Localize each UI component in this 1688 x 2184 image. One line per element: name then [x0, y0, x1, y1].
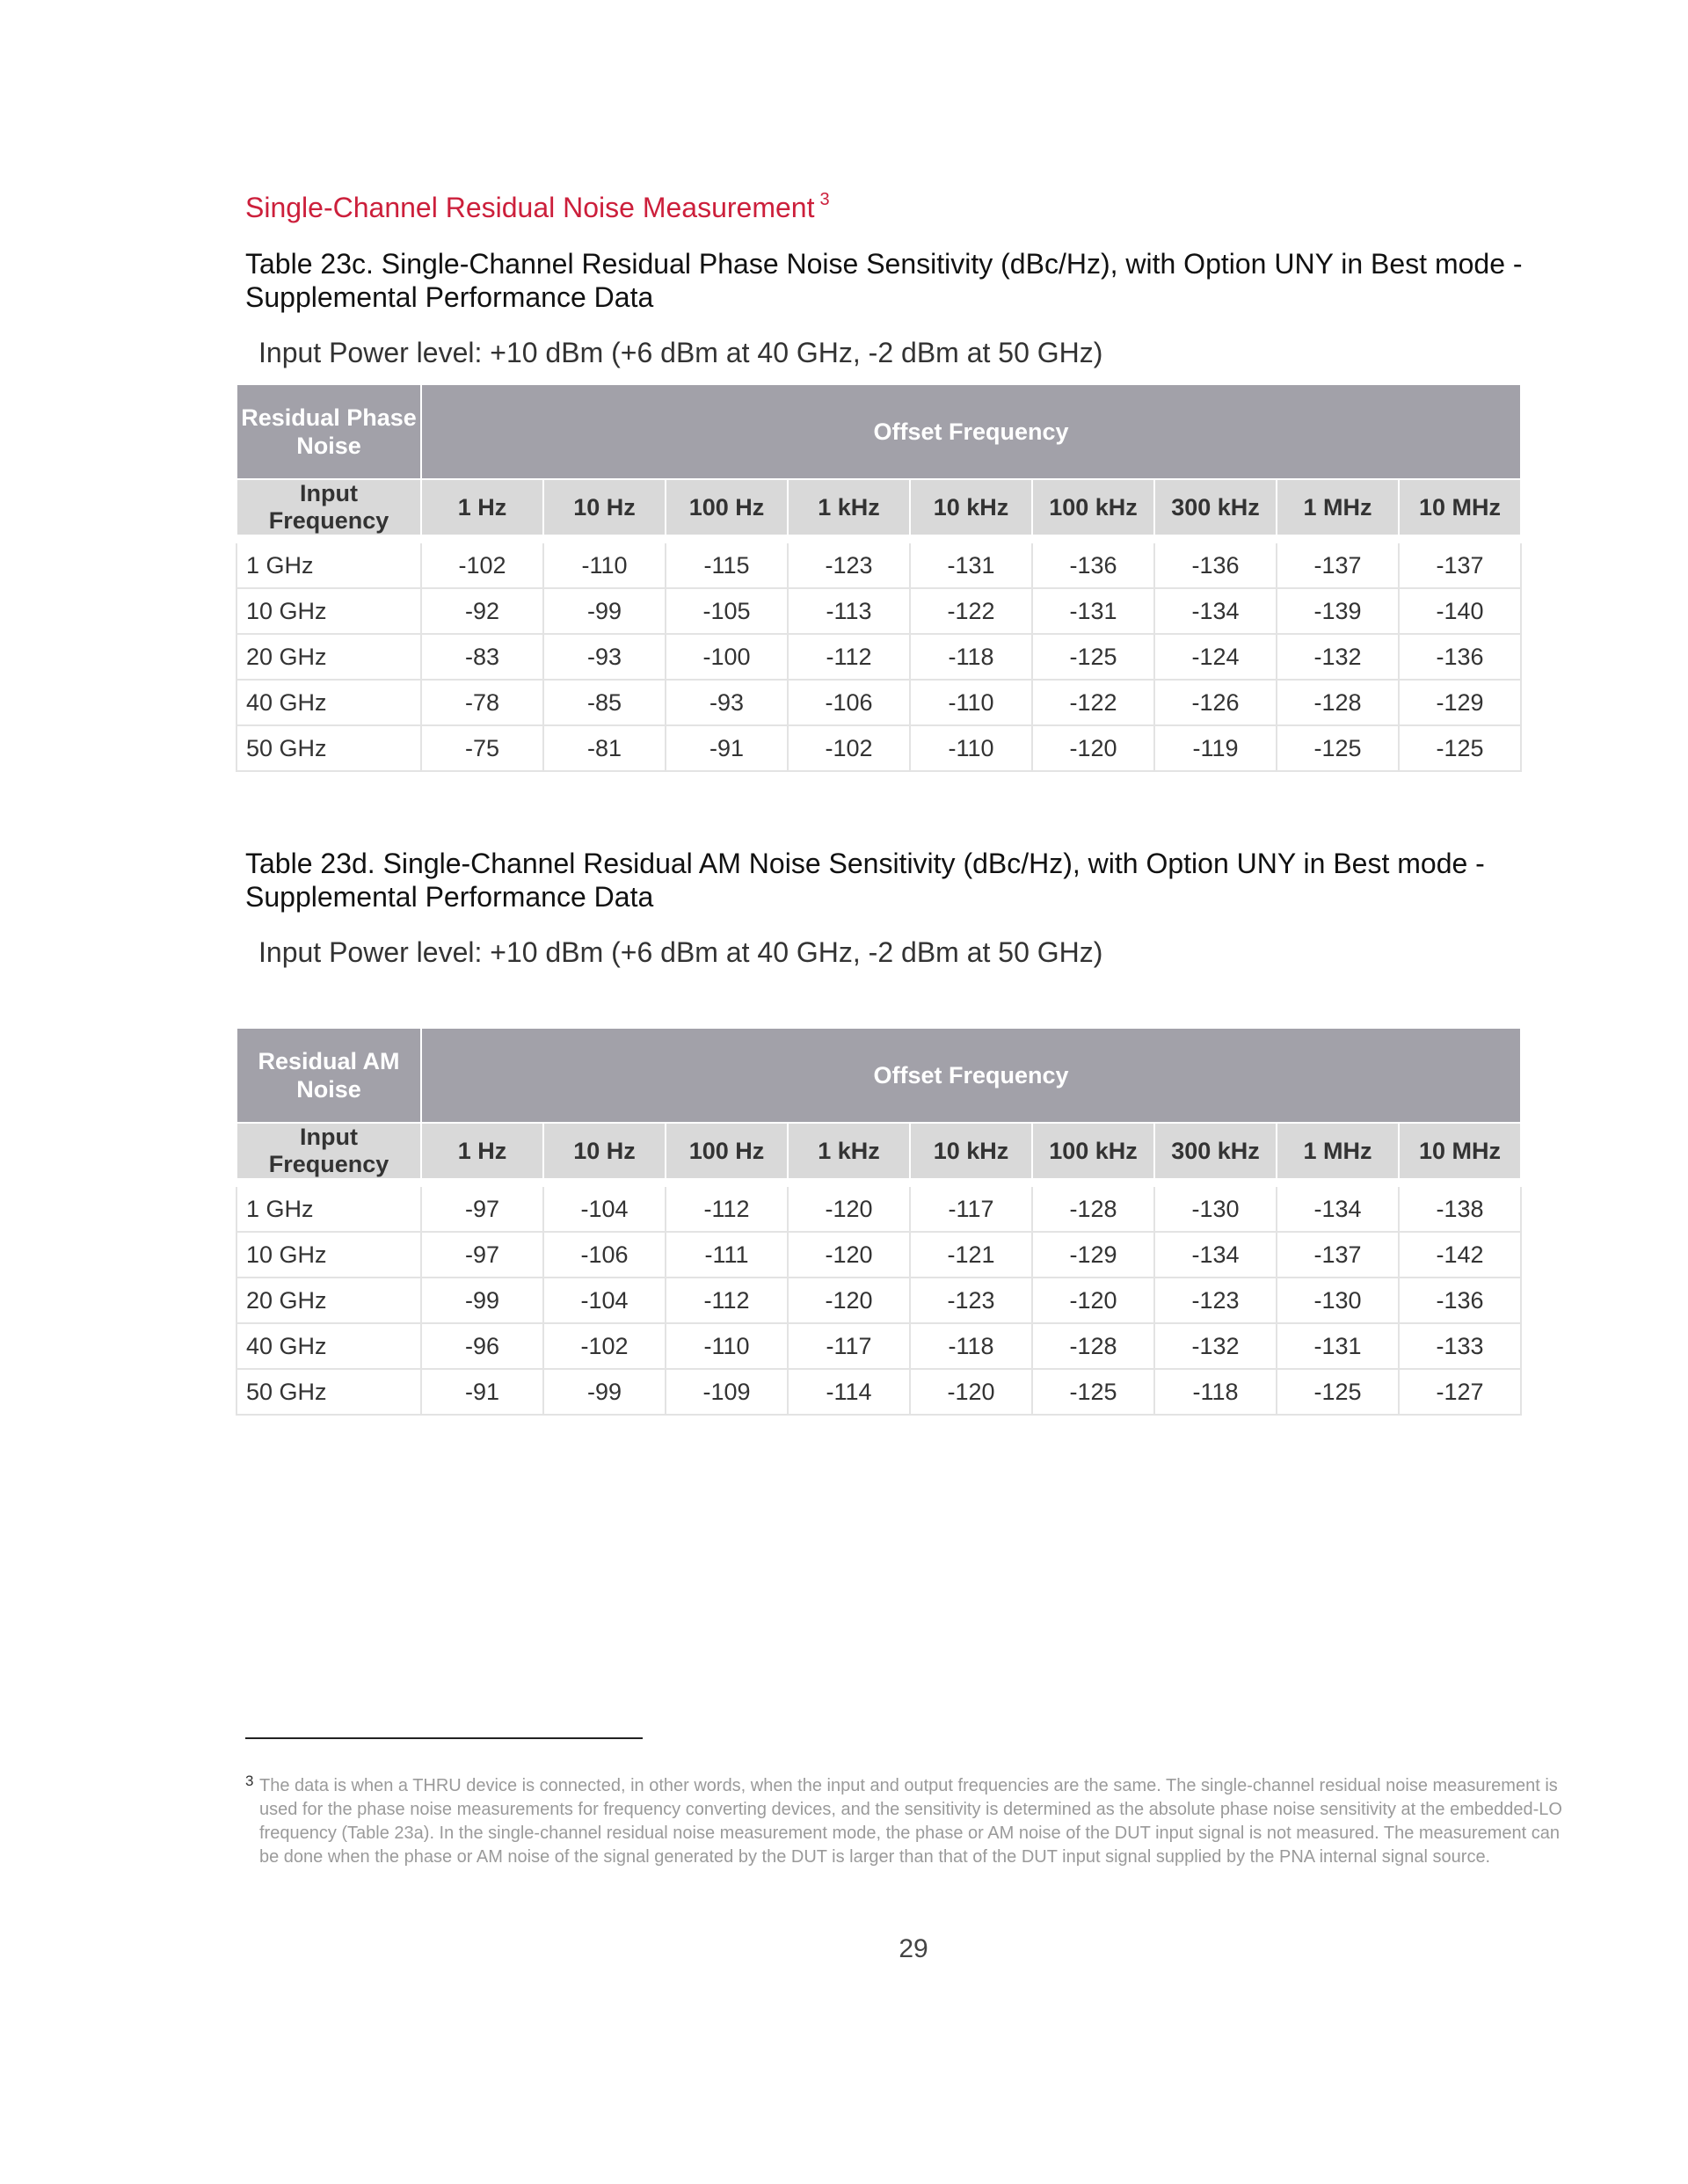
phase-noise-table: [236, 383, 1522, 772]
column-header: 1 Hz: [421, 479, 543, 539]
table-cell: -118: [910, 1323, 1032, 1369]
column-header: 1 kHz: [788, 479, 910, 539]
row-label: 40 GHz: [236, 1323, 421, 1369]
table-cell: -136: [1399, 634, 1521, 680]
footnote-separator: [245, 1737, 643, 1739]
column-header: 10 Hz: [543, 1123, 666, 1183]
table-cell: -104: [543, 1278, 666, 1323]
table-cell: -93: [543, 634, 666, 680]
table-cell: -106: [788, 680, 910, 725]
table-cell: -75: [421, 725, 543, 771]
table-cell: -109: [666, 1369, 788, 1415]
row-label: 10 GHz: [236, 588, 421, 634]
table-cell: -83: [421, 634, 543, 680]
table-23c-caption: Table 23c. Single-Channel Residual Phase Noise Sensitivity (dBc/Hz), with Option UNY in Best mode - Supplemental Performance Data: [245, 248, 1523, 313]
table-23c-input-power: Input Power level: +10 dBm (+6 dBm at 40 GHz, -2 dBm at 50 GHz): [258, 337, 1103, 368]
corner-header: Residual AM Noise: [236, 1028, 421, 1123]
table-cell: -123: [910, 1278, 1032, 1323]
offset-frequency-header: Offset Frequency: [421, 384, 1521, 479]
row-label: 1 GHz: [236, 1183, 421, 1232]
row-label: 1 GHz: [236, 539, 421, 588]
table-cell: -126: [1154, 680, 1277, 725]
table-cell: -132: [1277, 634, 1399, 680]
row-label: 40 GHz: [236, 680, 421, 725]
table-cell: -120: [910, 1369, 1032, 1415]
table-cell: -129: [1399, 680, 1521, 725]
table-cell: -85: [543, 680, 666, 725]
table-cell: -124: [1154, 634, 1277, 680]
table-cell: -121: [910, 1232, 1032, 1278]
table-cell: -125: [1399, 725, 1521, 771]
table-cell: -131: [1032, 588, 1154, 634]
table-row: [236, 1323, 1521, 1369]
table-cell: -130: [1154, 1183, 1277, 1232]
column-header: 10 MHz: [1399, 479, 1521, 539]
table-cell: -118: [910, 634, 1032, 680]
table-cell: -120: [1032, 725, 1154, 771]
table-cell: -92: [421, 588, 543, 634]
table-cell: -117: [910, 1183, 1032, 1232]
footnote-reference[interactable]: 3: [819, 190, 830, 209]
table-cell: -133: [1399, 1323, 1521, 1369]
table-cell: -114: [788, 1369, 910, 1415]
table-cell: -102: [543, 1323, 666, 1369]
row-label: 10 GHz: [236, 1232, 421, 1278]
table-cell: -132: [1154, 1323, 1277, 1369]
column-header: 10 kHz: [910, 1123, 1032, 1183]
table-cell: -125: [1032, 634, 1154, 680]
row-label: 20 GHz: [236, 1278, 421, 1323]
table-cell: -99: [421, 1278, 543, 1323]
table-cell: -137: [1277, 1232, 1399, 1278]
table-cell: -81: [543, 725, 666, 771]
table-cell: -137: [1399, 539, 1521, 588]
table-cell: -125: [1032, 1369, 1154, 1415]
table-cell: -97: [421, 1232, 543, 1278]
table-body: [236, 539, 1521, 771]
table-cell: -130: [1277, 1278, 1399, 1323]
input-frequency-header: Input Frequency: [236, 1123, 421, 1183]
table-cell: -128: [1032, 1323, 1154, 1369]
corner-header: Residual Phase Noise: [236, 384, 421, 479]
table-row: [236, 1278, 1521, 1323]
table-cell: -136: [1032, 539, 1154, 588]
table-row: [236, 588, 1521, 634]
input-frequency-header: Input Frequency: [236, 479, 421, 539]
table-cell: -96: [421, 1323, 543, 1369]
table-cell: -122: [1032, 680, 1154, 725]
table-cell: -131: [1277, 1323, 1399, 1369]
table-cell: -117: [788, 1323, 910, 1369]
column-header: 10 MHz: [1399, 1123, 1521, 1183]
row-label: 50 GHz: [236, 1369, 421, 1415]
table-body: [236, 1183, 1521, 1415]
column-header: 100 Hz: [666, 1123, 788, 1183]
table-cell: -118: [1154, 1369, 1277, 1415]
table-row: [236, 1369, 1521, 1415]
table-cell: -110: [543, 539, 666, 588]
table-cell: -112: [666, 1278, 788, 1323]
table-row: [236, 539, 1521, 588]
table-cell: -128: [1032, 1183, 1154, 1232]
row-label: 50 GHz: [236, 725, 421, 771]
column-header: 100 kHz: [1032, 479, 1154, 539]
table-cell: -110: [910, 680, 1032, 725]
table-cell: -93: [666, 680, 788, 725]
table-cell: -127: [1399, 1369, 1521, 1415]
column-header-row: [236, 1123, 1521, 1183]
table-cell: -99: [543, 1369, 666, 1415]
table-cell: -99: [543, 588, 666, 634]
table-cell: -123: [1154, 1278, 1277, 1323]
table-cell: -102: [788, 725, 910, 771]
table-23d-caption: Table 23d. Single-Channel Residual AM Noise Sensitivity (dBc/Hz), with Option UNY in Best mode - Supplemental Performance Data: [245, 848, 1485, 913]
table-cell: -78: [421, 680, 543, 725]
table-cell: -120: [788, 1232, 910, 1278]
table-cell: -110: [666, 1323, 788, 1369]
table-row: [236, 1183, 1521, 1232]
table-cell: -136: [1399, 1278, 1521, 1323]
table-row: [236, 725, 1521, 771]
table-cell: -125: [1277, 1369, 1399, 1415]
table-cell: -91: [421, 1369, 543, 1415]
table-row: [236, 680, 1521, 725]
row-label: 20 GHz: [236, 634, 421, 680]
table-cell: -102: [421, 539, 543, 588]
column-header: 300 kHz: [1154, 1123, 1277, 1183]
table-header-row: [236, 1028, 1521, 1123]
column-header: 1 MHz: [1277, 1123, 1399, 1183]
page-number: 29: [899, 1934, 928, 1963]
table-cell: -120: [788, 1278, 910, 1323]
table-cell: -138: [1399, 1183, 1521, 1232]
table-cell: -110: [910, 725, 1032, 771]
table-cell: -100: [666, 634, 788, 680]
table-cell: -122: [910, 588, 1032, 634]
column-header: 100 kHz: [1032, 1123, 1154, 1183]
table-row: [236, 1232, 1521, 1278]
section-title: Single-Channel Residual Noise Measurement: [245, 192, 815, 223]
table-cell: -128: [1277, 680, 1399, 725]
section-heading: [245, 181, 830, 226]
table-cell: -142: [1399, 1232, 1521, 1278]
table-cell: -119: [1154, 725, 1277, 771]
footnote-text: The data is when a THRU device is connected, in other words, when the input and output frequencies are the same. The single-channel residual noise measurement is used for the phase noise measurements for frequency converting devices, and the sensitivity is determined as the absolute phase noise sensitivity at the embedded-LO frequency (Table 23a). In the single-channel residual noise measurement mode, the phase or AM noise of the DUT input signal is not measured. The measurement can be done when the phase or AM noise of the signal generated by the DUT is larger than that of the DUT input signal supplied by the PNA internal signal source.: [259, 1776, 1562, 1867]
table-cell: -139: [1277, 588, 1399, 634]
table-cell: -134: [1154, 1232, 1277, 1278]
column-header: 1 kHz: [788, 1123, 910, 1183]
offset-frequency-header: Offset Frequency: [421, 1028, 1521, 1123]
column-header: 1 MHz: [1277, 479, 1399, 539]
column-header: 10 kHz: [910, 479, 1032, 539]
table-row: [236, 634, 1521, 680]
table-cell: -123: [788, 539, 910, 588]
table-cell: -91: [666, 725, 788, 771]
column-header: 10 Hz: [543, 479, 666, 539]
table-cell: -105: [666, 588, 788, 634]
table-cell: -134: [1277, 1183, 1399, 1232]
table-cell: -120: [788, 1183, 910, 1232]
table-cell: -129: [1032, 1232, 1154, 1278]
table-cell: -111: [666, 1232, 788, 1278]
table-cell: -125: [1277, 725, 1399, 771]
table-cell: -134: [1154, 588, 1277, 634]
am-noise-table: [236, 1027, 1522, 1416]
column-header: 100 Hz: [666, 479, 788, 539]
table-cell: -136: [1154, 539, 1277, 588]
table-cell: -112: [666, 1183, 788, 1232]
table-cell: -140: [1399, 588, 1521, 634]
table-23d-input-power: Input Power level: +10 dBm (+6 dBm at 40 GHz, -2 dBm at 50 GHz): [258, 936, 1103, 968]
column-header: 1 Hz: [421, 1123, 543, 1183]
table-cell: -106: [543, 1232, 666, 1278]
footnote-marker: 3: [245, 1773, 254, 1789]
footnote: [245, 1774, 1582, 1869]
table-cell: -131: [910, 539, 1032, 588]
table-cell: -97: [421, 1183, 543, 1232]
table-cell: -137: [1277, 539, 1399, 588]
column-header-row: [236, 479, 1521, 539]
table-cell: -115: [666, 539, 788, 588]
column-header: 300 kHz: [1154, 479, 1277, 539]
table-cell: -113: [788, 588, 910, 634]
table-cell: -104: [543, 1183, 666, 1232]
table-cell: -120: [1032, 1278, 1154, 1323]
table-header-row: [236, 384, 1521, 479]
table-cell: -112: [788, 634, 910, 680]
